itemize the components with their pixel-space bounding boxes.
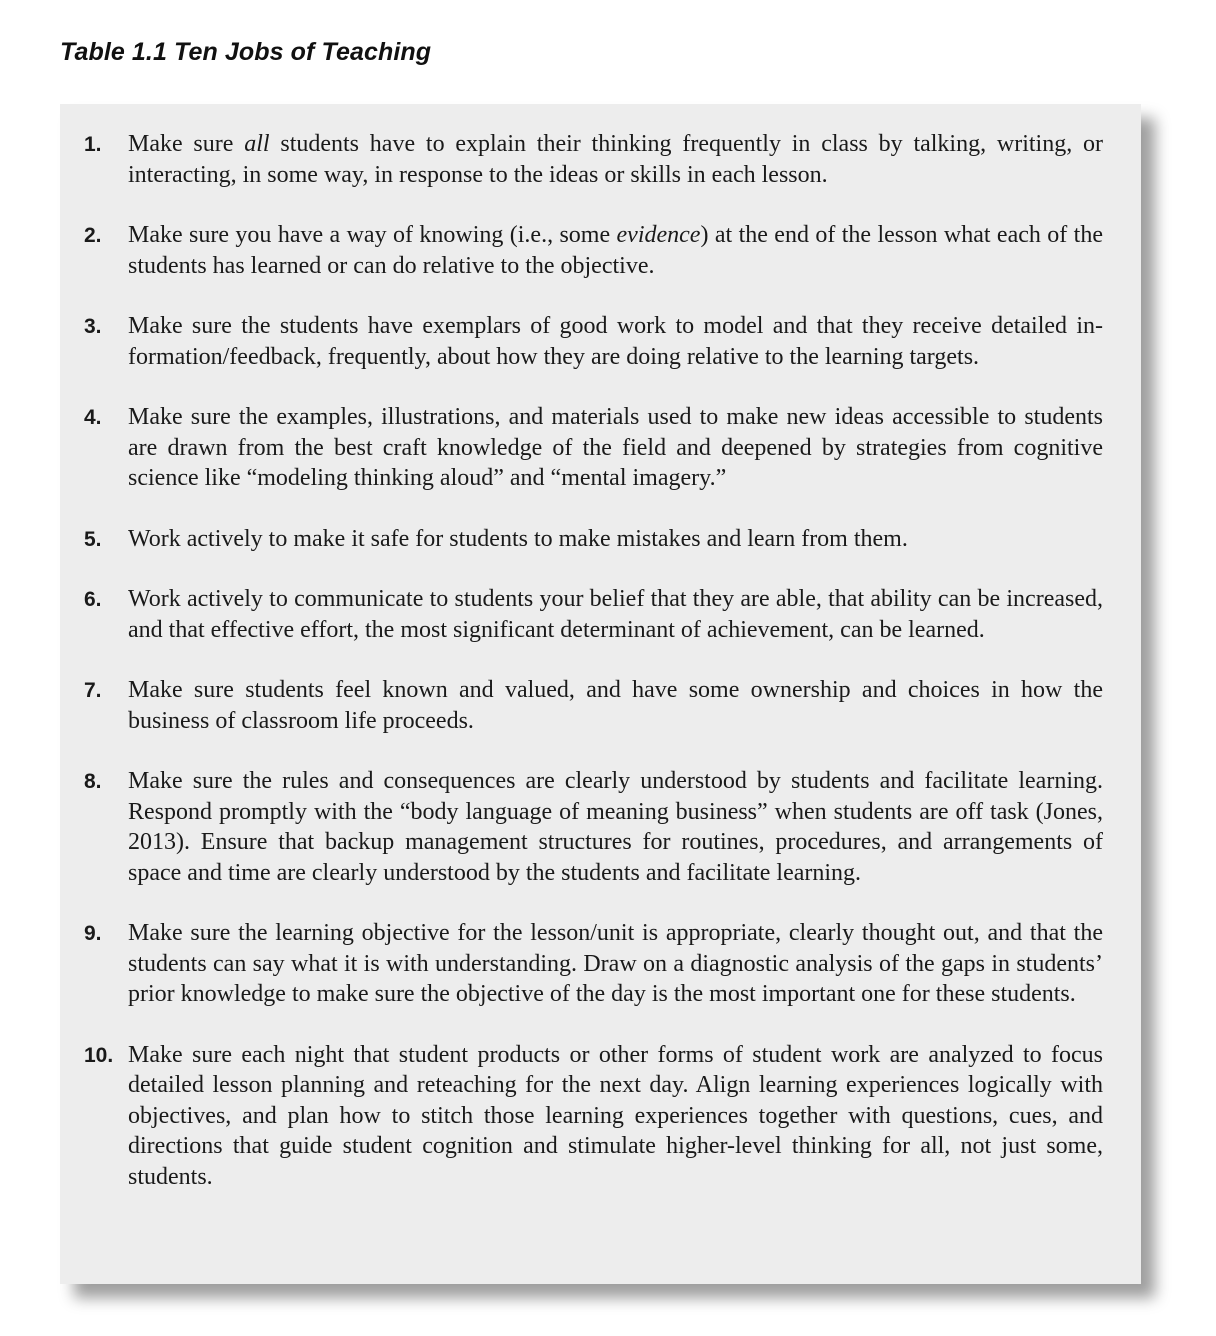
item-text: Make sure the students have exemplars of good work to model and that they receive detailed information/feedback, frequently, about how they are doing relative to the learning targets. <box>128 313 1103 370</box>
list-item <box>60 766 1141 888</box>
item-number: 7. <box>84 679 102 702</box>
item-number: 5. <box>84 527 102 551</box>
list-item <box>60 918 1141 1010</box>
item-text <box>128 222 1103 279</box>
item-number: 4. <box>84 406 102 429</box>
list-item <box>60 311 1141 372</box>
italic-run: evidence <box>616 222 701 248</box>
item-text: Make sure the rules and consequences are clearly understood by students and facilitate learning. Respond promptly with the “body language of meaning business” when students are off task (Jones, 2013). Ensure that backup management structures for routines, procedures, and arrangements of space and time are clearly understood by the students and facilitate learning. <box>128 768 1103 886</box>
item-number: 6. <box>84 588 102 611</box>
item-text: Make sure the learning objective for the lesson/unit is appropriate, clearly thought out, and that the students can say what it is with understanding. Draw on a diagnostic analysis of the gaps in students’ prior knowledge to make sure the objective of the day is the most important one for these students. <box>128 920 1103 1007</box>
item-text: Work actively to make it safe for students to make mistakes and learn from them. <box>128 525 908 552</box>
item-number: 10. <box>84 1043 114 1067</box>
item-text: Work actively to communicate to students your belief that they are able, that ability can be increased, and that effective effort, the most significant determinant of achievement, can be learned. <box>128 586 1103 643</box>
item-text: Make sure the examples, illustrations, and materials used to make new ideas accessible to students are drawn from the best craft knowledge of the field and deepened by strategies from cognitive science like “modeling thinking aloud” and “mental imagery.” <box>128 404 1103 491</box>
text-run: Make sure you have a way of knowing (i.e., some <box>128 222 617 248</box>
item-text: Make sure each night that student products or other forms of student work are analyzed to focus detailed lesson planning and reteaching for the next day. Align learning experiences logically with objectives, and plan how to stitch those learning experiences together with questions, cues, and directions that guide student cognition and stimulate higher-level thinking for all, not just some, students. <box>128 1041 1103 1190</box>
item-text <box>128 131 1103 188</box>
list-item <box>60 1040 1141 1193</box>
item-number: 2. <box>84 224 102 247</box>
table-caption: Table 1.1 Ten Jobs of Teaching <box>60 38 432 66</box>
item-number: 3. <box>84 315 102 338</box>
list-item <box>60 129 1141 190</box>
item-number: 9. <box>84 922 102 945</box>
list-item <box>60 675 1141 736</box>
list-item <box>60 584 1141 645</box>
text-run: Make sure <box>128 131 245 157</box>
item-number: 1. <box>84 133 102 156</box>
italic-run: all <box>244 131 270 157</box>
item-number: 8. <box>84 770 102 793</box>
text-run: students have to explain their thinking frequently in class by talking, writing, or interacting, in some way, in response to the ideas or skills in each lesson. <box>128 131 1104 188</box>
table-panel <box>60 104 1141 1284</box>
list-item <box>60 524 1141 555</box>
jobs-list <box>60 129 1141 1222</box>
text-run: ) at the end of the lesson what each of the students has learned or can do relative to the objective. <box>128 222 1103 279</box>
item-text: Make sure students feel known and valued, and have some ownership and choices in how the business of classroom life proceeds. <box>128 677 1103 734</box>
list-item <box>60 402 1141 494</box>
list-item <box>60 220 1141 281</box>
